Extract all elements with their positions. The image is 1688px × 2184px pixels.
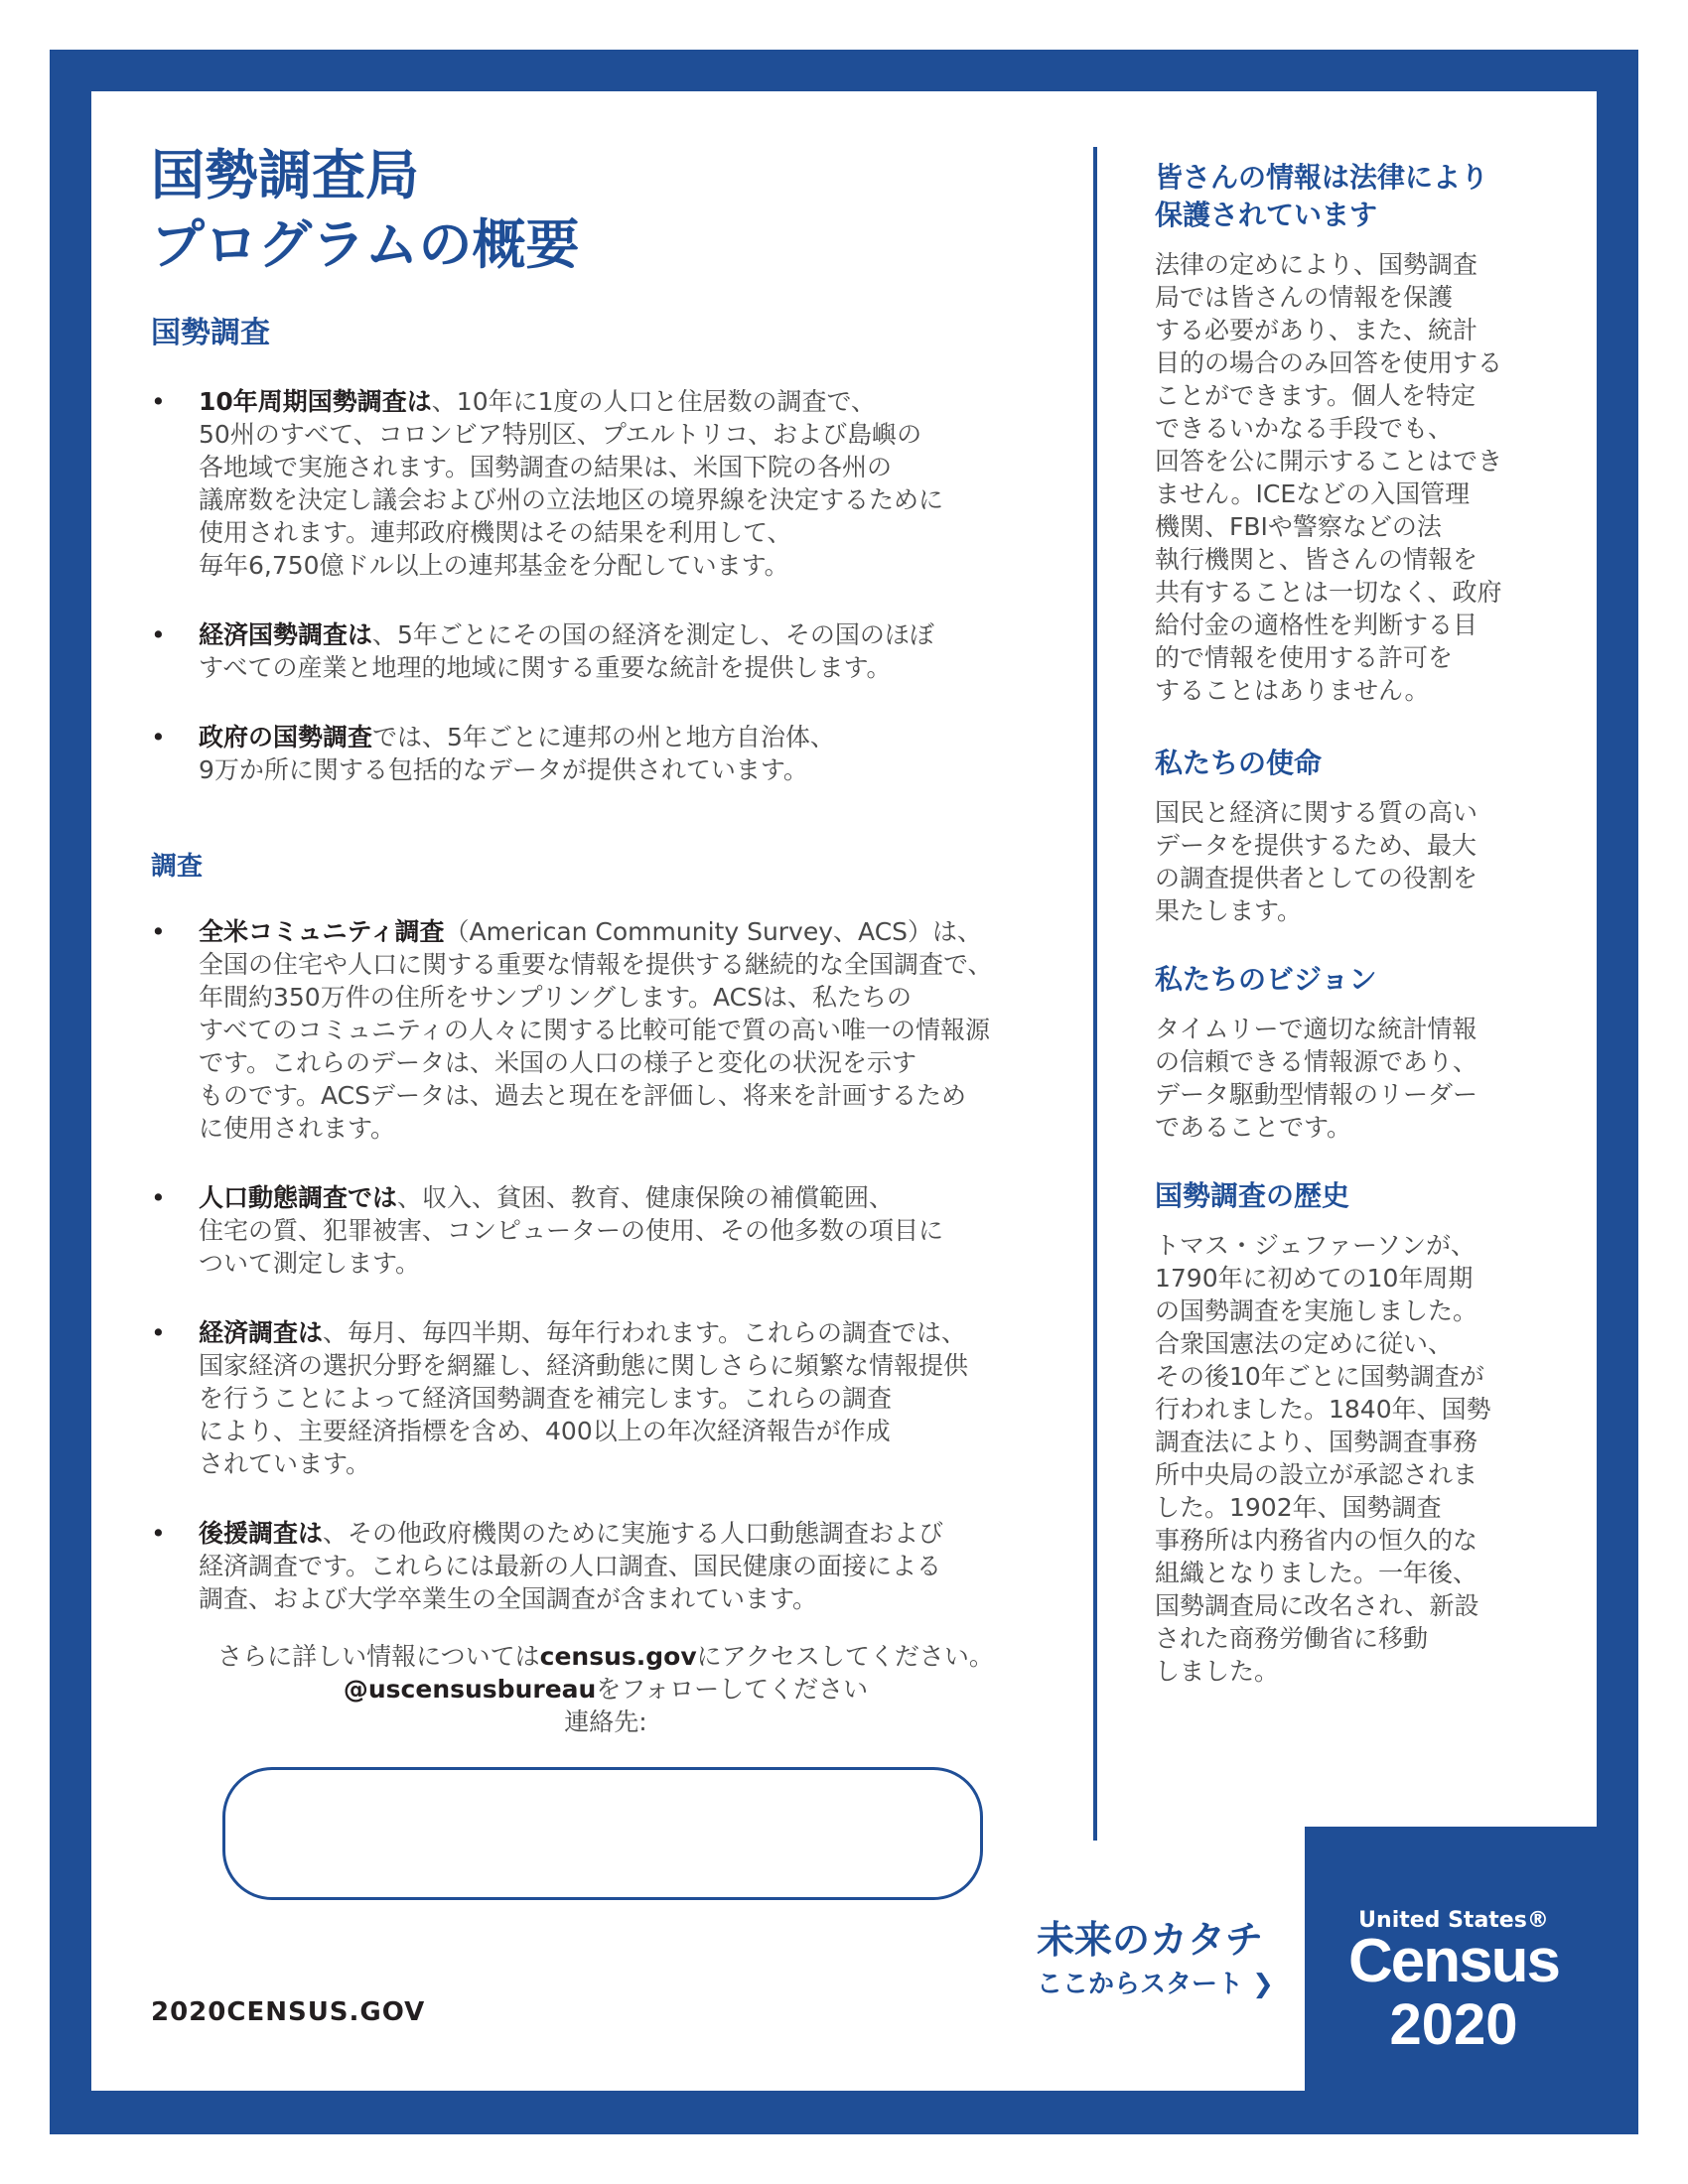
item-text: 、収入、貧困、教育、健康保険の補償範囲、 住宅の質、犯罪被害、コンピューターの使用、その他多数の項目に ついて測定します。 xyxy=(199,1183,944,1278)
more-info-text: にアクセスしてください。 xyxy=(696,1642,994,1671)
more-info xyxy=(151,1640,1060,1738)
sidebar-section-history xyxy=(1155,1177,1552,1688)
bullet-icon: • xyxy=(151,917,166,946)
item-bold: 人口動態調査では xyxy=(199,1183,398,1212)
sidebar-body: タイムリーで適切な統計情報 の信頼できる情報源であり、 データ駆動型情報のリーダー であることです。 xyxy=(1155,1015,1478,1142)
tagline-line-1: 未来のカタチ xyxy=(1037,1918,1264,1962)
footer-url-link[interactable]: 2020CENSUS.GOV xyxy=(151,1997,426,2027)
list-item xyxy=(151,1181,1064,1280)
sidebar-heading: 皆さんの情報は法律により 保護されています xyxy=(1155,161,1489,231)
sidebar-body: 法律の定めにより、国勢調査 局では皆さんの情報を保護 する必要があり、また、統計 目的の場合のみ回答を使用する ことができます。個人を特定 できるいかなる手段でも、 回答を公に開示することはでき ません。ICEなどの入国管理 機関、FBIや警察などの法 執行機関と、皆さんの情報を 共有することは一切なく、政府 給付金の適格性を判断する目 的で情報を使用する許可を することはありません。 xyxy=(1155,250,1503,705)
bullet-icon: • xyxy=(151,620,166,649)
census-heading: 国勢調査 xyxy=(151,316,270,350)
item-text: （American Community Survey、ACS）は、 全国の住宅や人口に関する重要な情報を提供する継続的な全国調査で、 年間約350万件の住所をサンプリングします。ACSは、私たちの すべてのコミュニティの人々に関する比較可能で質の高い唯一の情報源 です。これらのデータは、米国の人口の様子と変化の状況を示す ものです。ACSデータは、過去と現在を評価し、将来を計画するため に使用されます。 xyxy=(199,917,993,1143)
census-gov-link[interactable]: census.gov xyxy=(539,1642,697,1671)
more-info-text: さらに詳しい情報については xyxy=(217,1642,540,1671)
logo-year: 2020 xyxy=(1389,1992,1518,2057)
bullet-icon: • xyxy=(151,1519,166,1548)
page-title xyxy=(151,141,579,280)
tagline-text: ここからスタート xyxy=(1037,1970,1244,1999)
logo-census: Census xyxy=(1348,1927,1559,1995)
item-text: 、その他政府機関のために実施する人口動態調査および 経済調査です。これらには最新の人口調査、国民健康の面接による 調査、および大学卒業生の全国調査が含まれています。 xyxy=(199,1519,944,1613)
sidebar-body: トマス・ジェファーソンが、 1790年に初めての10年周期 の国勢調査を実施しました。 合衆国憲法の定めに従い、 その後10年ごとに国勢調査が 行われました。1840年、国勢 調査法により、国勢調査事務 所中央局の設立が承認されま した。1902年、国勢調査 事務所は内務省内の恒久的な 組織となりました。一年後、 国勢調査局に改名され、新設 された商務労働省に移動 しました。 xyxy=(1155,1231,1491,1686)
tagline xyxy=(1037,1916,1274,2005)
item-bold: 全米コミュニティ調査 xyxy=(199,917,445,946)
list-item xyxy=(151,385,1064,582)
item-bold: 経済国勢調査は xyxy=(199,620,373,649)
item-text: 、毎月、毎四半期、毎年行われます。これらの調査では、 国家経済の選択分野を網羅し、経済動態に関しさらに頻繁な情報提供 を行うことによって経済国勢調査を補完します。これらの調査 により、主要経済指標を含め、400以上の年次経済報告が作成 されています。 xyxy=(199,1318,969,1478)
list-item xyxy=(151,1517,1064,1615)
item-text: 、10年に1度の人口と住居数の調査で、 50州のすべて、コロンビア特別区、プエルトリコ、および島嶼の 各地域で実施されます。国勢調査の結果は、米国下院の各州の 議席数を決定し議会および州の立法地区の境界線を決定するために 使用されます。連邦政府機関はその結果を利用して、 毎年6,750億ドル以上の連邦基金を分配しています。 xyxy=(199,387,944,580)
surveys-heading: 調査 xyxy=(151,852,204,882)
more-info-line-1 xyxy=(151,1640,1060,1673)
item-bold: 10年周期国勢調査は xyxy=(199,387,432,416)
item-bold: 政府の国勢調査 xyxy=(199,723,373,751)
logo-united-states: United States® xyxy=(1358,1908,1549,1933)
contact-box xyxy=(222,1767,983,1900)
sidebar-section-privacy xyxy=(1155,159,1552,707)
census-2020-logo xyxy=(1305,1827,1603,2095)
list-item xyxy=(151,915,1064,1145)
bullet-icon: • xyxy=(151,387,166,416)
more-info-text: をフォローしてください xyxy=(596,1675,869,1704)
social-handle-link[interactable]: @uscensusbureau xyxy=(343,1675,597,1704)
item-bold: 後援調査は xyxy=(199,1519,324,1548)
contact-label: 連絡先: xyxy=(564,1707,647,1736)
sidebar-body: 国民と経済に関する質の高い データを提供するため、最大 の調査提供者としての役割を 果たします。 xyxy=(1155,798,1478,925)
item-text: 、5年ごとにその国の経済を測定し、その国のほぼ すべての産業と地理的地域に関する重要な統計を提供します。 xyxy=(199,620,934,682)
bullet-icon: • xyxy=(151,1183,166,1212)
sidebar-section-vision xyxy=(1155,961,1552,1144)
list-item xyxy=(151,1316,1064,1480)
more-info-line-2 xyxy=(151,1673,1060,1706)
title-line-2: プログラムの概要 xyxy=(151,213,580,276)
sidebar-heading: 国勢調査の歴史 xyxy=(1155,1179,1350,1212)
sidebar-heading: 私たちの使命 xyxy=(1155,747,1323,779)
tagline-line-2 xyxy=(1037,1964,1274,2005)
bullet-icon: • xyxy=(151,1318,166,1347)
column-divider xyxy=(1093,147,1097,1841)
surveys-list xyxy=(151,915,1064,1652)
list-item xyxy=(151,618,1064,684)
sidebar-section-mission xyxy=(1155,745,1552,927)
item-bold: 経済調査は xyxy=(199,1318,324,1347)
bullet-icon: • xyxy=(151,723,166,751)
sidebar-heading: 私たちのビジョン xyxy=(1155,963,1377,996)
chevron-right-icon: ❯ xyxy=(1252,1970,1274,1999)
title-line-1: 国勢調査局 xyxy=(151,144,419,206)
list-item xyxy=(151,721,1064,786)
census-list xyxy=(151,385,1064,823)
item-text: では、5年ごとに連邦の州と地方自治体、 9万か所に関する包括的なデータが提供されています。 xyxy=(199,723,835,784)
